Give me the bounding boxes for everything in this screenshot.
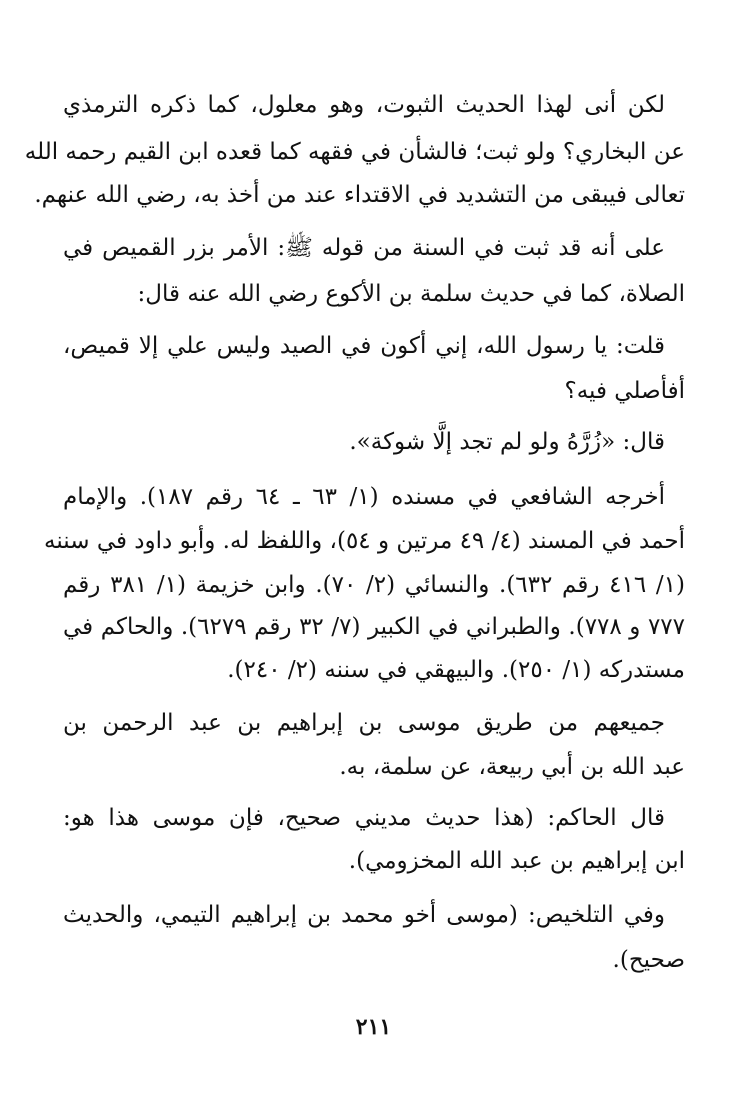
text-line: وفي التلخيص: (موسى أخو محمد بن إبراهيم التيمي، والحديث <box>63 902 665 928</box>
text-line: أحمد في المسند (٤/ ٤٩ مرتين و ٥٤)، واللفظ له. وأبو داود في سننه <box>44 528 685 554</box>
text-line: عن البخاري؟ ولو ثبت؛ فالشأن في فقهه كما قعده ابن القيم رحمه الله <box>24 139 685 165</box>
page-number: ٢١١ <box>355 1014 392 1040</box>
text-line: على أنه قد ثبت في السنة من قوله ﷺ: الأمر بزر القميص في <box>63 235 665 261</box>
text-line: جميعهم من طريق موسى بن إبراهيم بن عبد الرحمن بن <box>63 710 665 736</box>
text-line: عبد الله بن أبي ربيعة، عن سلمة، به. <box>339 754 685 780</box>
text-line: أفأصلي فيه؟ <box>564 378 685 404</box>
text-line: قلت: يا رسول الله، إني أكون في الصيد وليس علي إلا قميص، <box>63 333 665 359</box>
text-line: قال: «زُرَّهُ ولو لم تجد إلَّا شوكة». <box>349 429 665 455</box>
text-line: قال الحاكم: (هذا حديث مديني صحيح، فإن موسى هذا هو: <box>63 805 665 831</box>
text-line: تعالى فيبقى من التشديد في الاقتداء عند من أخذ به، رضي الله عنهم. <box>34 182 685 208</box>
text-line: أخرجه الشافعي في مسنده (١/ ٦٣ ـ ٦٤ رقم ١٨٧). والإمام <box>63 484 665 510</box>
text-line: ٧٧٧ و ٧٧٨). والطبراني في الكبير (٧/ ٣٢ رقم ٦٢٧٩). والحاكم في <box>63 614 686 640</box>
text-line: الصلاة، كما في حديث سلمة بن الأكوع رضي الله عنه قال: <box>137 281 685 307</box>
text-line: لكن أنى لهذا الحديث الثبوت، وهو معلول، كما ذكره الترمذي <box>63 92 665 118</box>
text-line: (١/ ٤١٦ رقم ٦٣٢). والنسائي (٢/ ٧٠). وابن خزيمة (١/ ٣٨١ رقم <box>63 572 685 598</box>
text-line: ابن إبراهيم بن عبد الله المخزومي). <box>348 848 685 874</box>
text-line: مستدركه (١/ ٢٥٠). والبيهقي في سننه (٢/ ٢٤٠). <box>227 657 685 683</box>
text-line: صحيح). <box>612 947 685 973</box>
